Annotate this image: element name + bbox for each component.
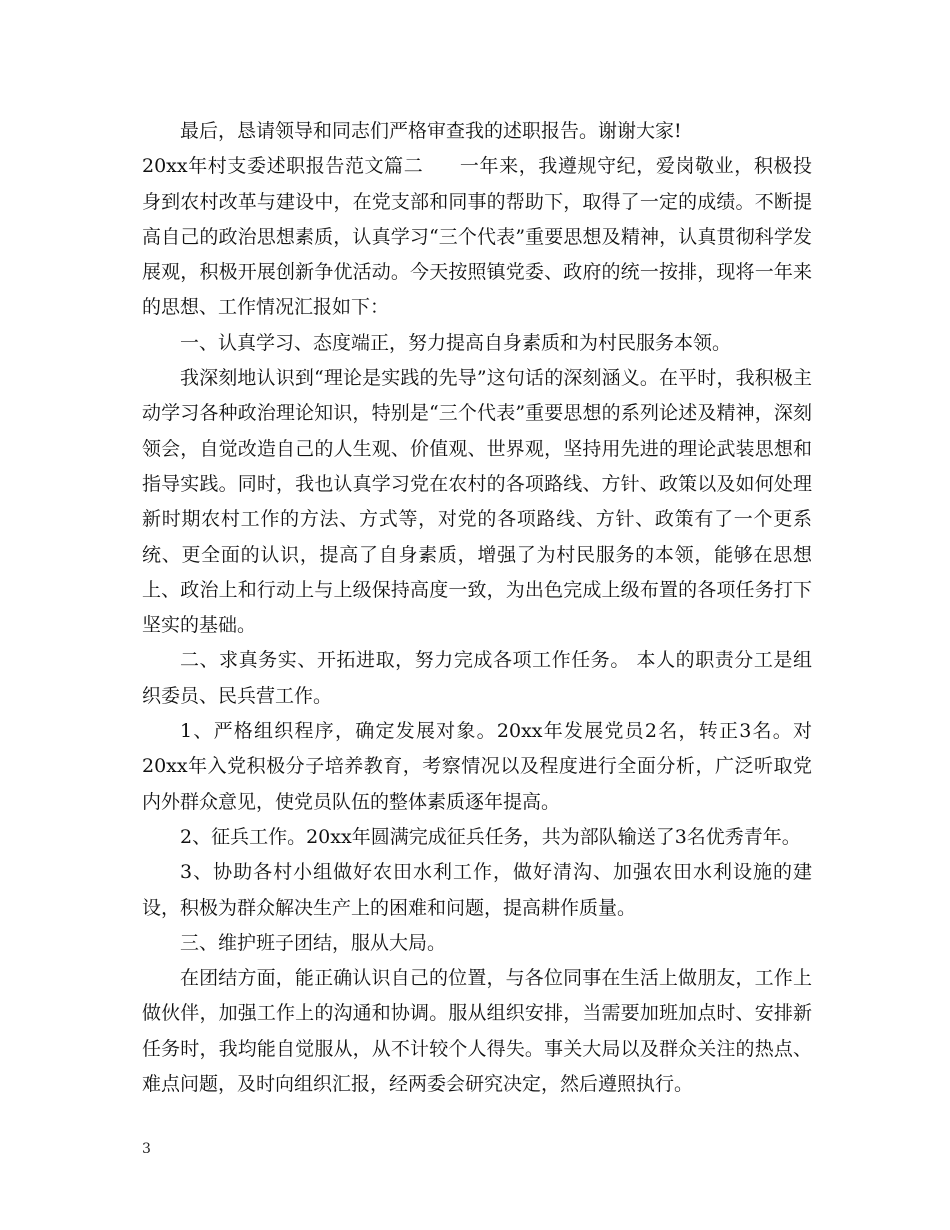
- article-intro-paragraph: [142, 149, 812, 325]
- item-3: 3、协助各村小组做好农田水利工作，做好清沟、加强农田水利设施的建设，积极为群众解决生产上的困难和问题，提高耕作质量。: [142, 861, 812, 919]
- section-1-body: 我深刻地认识到“理论是实践的先导”这句话的深刻涵义。在平时，我积极主动学习各种政治理论知识，特别是“三个代表”重要思想的系列论述及精神，深刻领会，自觉改造自己的人生观、价值观、世界观，坚持用先进的理论武装思想和指导实践。同时，我也认真学习党在农村的各项路线、方针、政策以及如何处理新时期农村工作的方法、方式等，对党的各项路线、方针、政策有了一个更系统、更全面的认识，提高了自身素质，增强了为村民服务的本领，能够在思想上、政治上和行动上与上级保持高度一致，为出色完成上级布置的各项任务打下坚实的基础。: [142, 367, 812, 637]
- section-1-heading: 一、认真学习、态度端正，努力提高自身素质和为村民服务本领。: [180, 331, 732, 354]
- page-number: 3: [142, 1141, 151, 1157]
- article-title: 20xx年村支委述职报告范文篇二: [142, 155, 424, 178]
- item-1: 1、严格组织程序，确定发展对象。20xx年发展党员2名，转正3名。对20xx年入党积极分子培养教育，考察情况以及程度进行全面分析，广泛听取党内外群众意见，使党员队伍的整体素质逐年提高。: [142, 720, 812, 813]
- item-2: 2、征兵工作。20xx年圆满完成征兵任务，共为部队输送了3名优秀青年。: [180, 825, 801, 848]
- closing-line: 最后，恳请领导和同志们严格审查我的述职报告。谢谢大家!: [180, 120, 682, 142]
- section-2-heading: 二、求真务实、开拓进取，努力完成各项工作任务。 本人的职责分工是组织委员、民兵营工作。: [142, 649, 812, 707]
- intro-text: 一年来，我遵规守纪，爱岗敬业，积极投身到农村改革与建设中，在党支部和同事的帮助下，取得了一定的成绩。不断提高自己的政治思想素质，认真学习“三个代表”重要思想及精神，认真贯彻科学发展观，积极开展创新争优活动。今天按照镇党委、政府的统一按排，现将一年来的思想、工作情况汇报如下：: [142, 155, 812, 319]
- section-3-body: 在团结方面，能正确认识自己的位置，与各位同事在生活上做朋友，工作上做伙伴，加强工作上的沟通和协调。服从组织安排，当需要加班加点时、安排新任务时，我均能自觉服从，从不计较个人得失。事关大局以及群众关注的热点、难点问题，及时向组织汇报，经两委会研究决定，然后遵照执行。: [142, 967, 812, 1096]
- section-3-heading: 三、维护班子团结，服从大局。: [180, 931, 447, 954]
- document-body: [142, 114, 812, 1102]
